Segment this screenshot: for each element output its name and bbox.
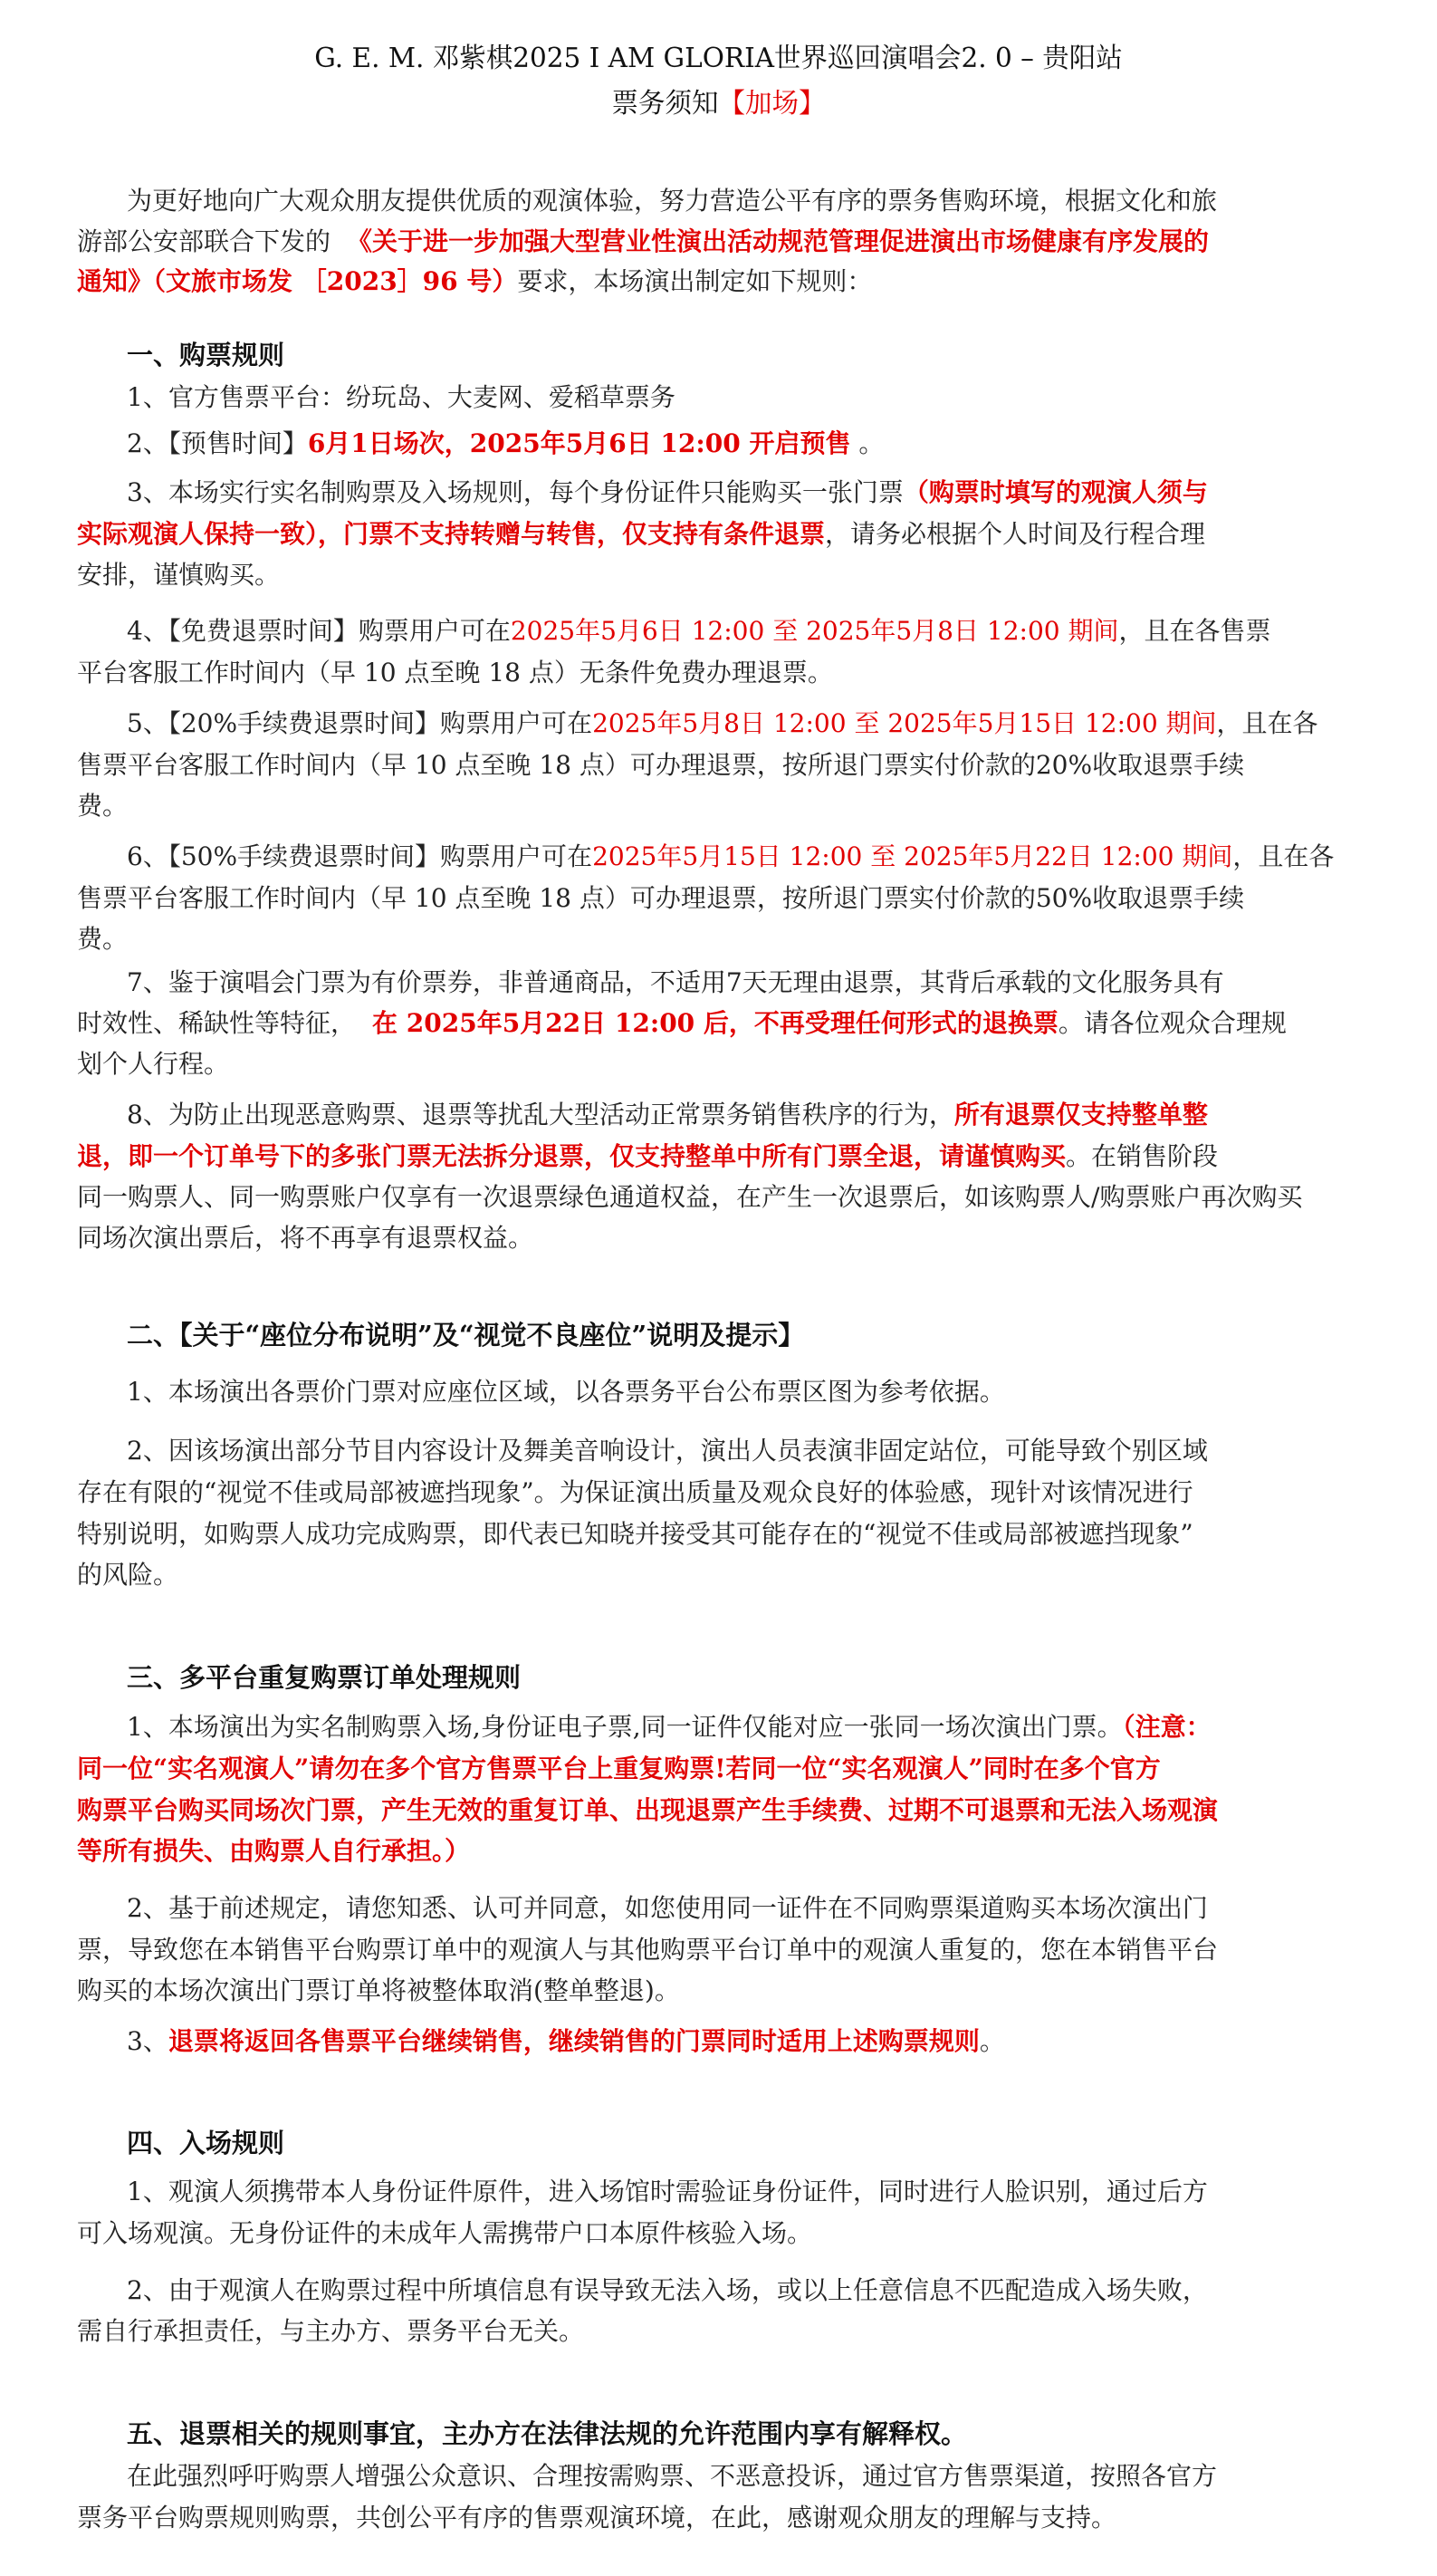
rule-3-1-line-4: 等所有损失、由购票人自行承担。） (77, 1836, 471, 1866)
rule-1-4-text-2: ，且在各售票 (1118, 616, 1271, 646)
rule-1-8-line-1 (127, 1102, 1208, 1128)
closing-line-2: 票务平台购票规则购票，共创公平有序的售票观演环境，在此，感谢观众朋友的理解与支持。 (77, 2503, 1117, 2533)
rule-1-3-text-2: ，请务必根据个人时间及行程合理 (825, 519, 1206, 549)
no-refund-deadline: 在 2025年5月22日 12:00 后，不再受理任何形式的退换票 (372, 1008, 1059, 1038)
closing-line-1: 在此强烈呼吁购票人增强公众意识、合理按需购票、不恶意投诉，通过官方售票渠道，按照各官方 (127, 2461, 1218, 2491)
section-1-heading: 一、购票规则 (127, 340, 285, 370)
section-3-heading: 三、多平台重复购票订单处理规则 (127, 1662, 522, 1693)
rule-3-3 (127, 2026, 1005, 2056)
rule-1-6-text-2: ，且在各 (1232, 841, 1335, 871)
rule-1-3-emphasis-1: （购票时填写的观演人须与 (903, 477, 1208, 507)
rule-2-2-line-2: 存在有限的“视觉不佳或局部被遮挡现象”。为保证演出质量及观众良好的体验感，现针对该情况进行 (77, 1477, 1193, 1507)
rule-1-5-text-2: ，且在各 (1216, 708, 1318, 738)
rule-1-5-line-1 (127, 708, 1318, 738)
rule-3-1-line-3: 购票平台购买同场次门票，产生无效的重复订单、出现退票产生手续费、过期不可退票和无法入场观演 (77, 1795, 1219, 1825)
regulation-number: 通知》（文旅市场发 ［2023］96 号） (77, 266, 518, 296)
rule-1-1: 1、官方售票平台：纷玩岛、大麦网、爱稻草票务 (127, 382, 675, 412)
rule-1-7-line-2 (77, 1008, 1287, 1038)
rule-4-1-line-2: 可入场观演。无身份证件的未成年人需携带户口本原件核验入场。 (77, 2218, 813, 2248)
rule-1-6-line-1 (127, 841, 1335, 871)
subtitle-tag: 【加场】 (718, 88, 826, 120)
rule-1-7-text-2: 。请各位观众合理规 (1058, 1008, 1287, 1038)
section-5-heading: 五、退票相关的规则事宜，主办方在法律法规的允许范围内享有解释权。 (127, 2418, 968, 2449)
rule-3-2-line-3: 购买的本场次演出门票订单将被整体取消(整单整退)。 (77, 1975, 680, 2005)
rule-1-5-line-3: 费。 (77, 791, 129, 821)
rule-1-4-line-2: 平台客服工作时间内（早 10 点至晚 18 点）无条件免费办理退票。 (77, 658, 833, 687)
rule-1-6-text: 6、【50%手续费退票时间】购票用户可在 (127, 841, 593, 871)
rule-1-8-line-2 (77, 1141, 1219, 1171)
fee20-refund-period: 2025年5月8日 12:00 至 2025年5月15日 12:00 期间 (592, 708, 1217, 738)
rule-1-4-line-1 (127, 616, 1271, 646)
rule-3-1-text: 1、本场演出为实名制购票入场,身份证电子票,同一证件仅能对应一张同一场次演出门票。 (127, 1712, 1123, 1742)
rule-3-1-note-start: （注意： (1122, 1712, 1212, 1742)
fee50-refund-period: 2025年5月15日 12:00 至 2025年5月22日 12:00 期间 (592, 841, 1233, 871)
rule-1-8-line-4: 同场次演出票后，将不再享有退票权益。 (77, 1223, 534, 1253)
rule-3-1-line-1 (127, 1712, 1212, 1742)
rule-1-6-line-2: 售票平台客服工作时间内（早 10 点至晚 18 点）可办理退票，按所退门票实付价款的50%收取退票手续 (77, 883, 1245, 913)
rule-1-7-text: 时效性、稀缺性等特征， (77, 1008, 357, 1038)
rule-1-3-emphasis-2: 实际观演人保持一致），门票不支持转赠与转售，仅支持有条件退票 (77, 519, 826, 549)
rule-1-2-label: 2、【预售时间】 (127, 428, 308, 458)
rule-3-3-end: 。 (979, 2026, 1005, 2056)
rule-3-3-number: 3、 (127, 2026, 168, 2056)
rule-1-3-line-3: 安排，谨慎购买。 (77, 560, 281, 590)
rule-4-2-line-1: 2、由于观演人在购票过程中所填信息有误导致无法入场，或以上任意信息不匹配造成入场失败， (127, 2275, 1208, 2305)
rule-3-2-line-2: 票，导致您在本销售平台购票订单中的观演人与其他购票平台订单中的观演人重复的，您在本销售平台 (77, 1935, 1219, 1965)
section-2-heading: 二、【关于“座位分布说明”及“视觉不良座位”说明及提示】 (127, 1320, 805, 1350)
rule-4-1-line-1: 1、观演人须携带本人身份证件原件，进入场馆时需验证身份证件，同时进行人脸识别，通过后方 (127, 2177, 1208, 2206)
free-refund-period: 2025年5月6日 12:00 至 2025年5月8日 12:00 期间 (510, 616, 1119, 646)
intro-line-1: 为更好地向广大观众朋友提供优质的观演体验，努力营造公平有序的票务售购环境，根据文化和旅 (127, 186, 1218, 216)
rule-2-1: 1、本场演出各票价门票对应座位区域，以各票务平台公布票区图为参考依据。 (127, 1377, 1005, 1407)
intro-line-3 (77, 266, 873, 296)
rule-1-4-text: 4、【免费退票时间】购票用户可在 (127, 616, 511, 646)
rule-1-5-line-2: 售票平台客服工作时间内（早 10 点至晚 18 点）可办理退票，按所退门票实付价款的20%收取退票手续 (77, 750, 1245, 780)
subtitle-text: 票务须知 (611, 88, 719, 120)
rule-2-2-line-3: 特别说明，如购票人成功完成购票，即代表已知晓并接受其可能存在的“视觉不佳或局部被遮挡现象” (77, 1519, 1193, 1549)
rule-1-6-line-3: 费。 (77, 924, 129, 954)
intro-line-2-text: 游部公安部联合下发的 (77, 226, 331, 256)
regulation-title: 《关于进一步加强大型营业性演出活动规范管理促进演出市场健康有序发展的 (347, 226, 1210, 256)
rule-2-2-line-4: 的风险。 (77, 1560, 179, 1590)
rule-1-3-line-2 (77, 519, 1206, 549)
rule-1-3-line-1 (127, 477, 1208, 507)
rule-1-2 (127, 428, 885, 458)
rule-3-2-line-1: 2、基于前述规定，请您知悉、认可并同意，如您使用同一证件在不同购票渠道购买本场次演出门 (127, 1893, 1208, 1923)
rule-1-8-emphasis-2: 退，即一个订单号下的多张门票无法拆分退票，仅支持整单中所有门票全退，请谨慎购买 (77, 1141, 1067, 1171)
intro-line-3-text: 要求，本场演出制定如下规则： (517, 266, 873, 296)
rule-1-2-end: 。 (850, 428, 885, 458)
section-4-heading: 四、入场规则 (127, 2128, 285, 2158)
intro-line-2 (77, 226, 1210, 256)
rule-1-7-line-1: 7、鉴于演唱会门票为有价票券，非普通商品，不适用7天无理由退票，其背后承载的文化服务具有 (127, 967, 1224, 997)
rule-4-2-line-2: 需自行承担责任，与主办方、票务平台无关。 (77, 2316, 585, 2346)
rule-1-5-text: 5、【20%手续费退票时间】购票用户可在 (127, 708, 593, 738)
rule-3-3-emphasis: 退票将返回各售票平台继续销售，继续销售的门票同时适用上述购票规则 (168, 2026, 980, 2056)
document-title: G. E. M. 邓紫棋2025 I AM GLORIA世界巡回演唱会2. 0 – 贵阳站 (314, 43, 1123, 74)
presale-time: 6月1日场次，2025年5月6日 12:00 开启预售 (307, 428, 851, 458)
rule-1-8-text-2: 。在销售阶段 (1066, 1141, 1219, 1171)
rule-1-8-text: 8、为防止出现恶意购票、退票等扰乱大型活动正常票务销售秩序的行为， (127, 1100, 954, 1129)
rule-3-1-line-2: 同一位“实名观演人”请勿在多个官方售票平台上重复购票!若同一位“实名观演人”同时在多个官方 (77, 1754, 1161, 1783)
document-subtitle (12, 88, 1424, 120)
rule-1-3-text: 3、本场实行实名制购票及入场规则，每个身份证件只能购买一张门票 (127, 477, 904, 507)
rule-1-8-line-3: 同一购票人、同一购票账户仅享有一次退票绿色通道权益，在产生一次退票后，如该购票人/购票账户再次购买 (77, 1182, 1303, 1212)
rule-1-8-emphasis-1: 所有退票仅支持整单整 (953, 1100, 1208, 1129)
rule-1-7-line-3: 划个人行程。 (77, 1049, 230, 1079)
rule-2-2-line-1: 2、因该场演出部分节目内容设计及舞美音响设计，演出人员表演非固定站位，可能导致个别区域 (127, 1436, 1208, 1466)
